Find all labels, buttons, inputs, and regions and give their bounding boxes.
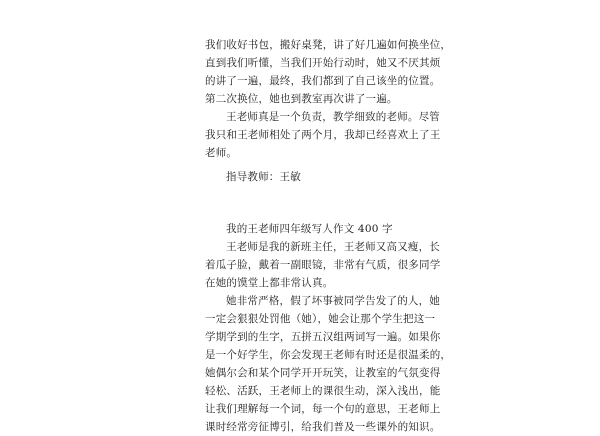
paragraph-responsible-teacher <box>205 108 441 162</box>
text-line: 在她的馍堂上都非常认真。 <box>205 277 334 289</box>
text-line: 她偶尔会和某个同学开开玩笑，让教室的气氛变得 <box>205 367 441 379</box>
text-line: 一定会狠狠处罚他（她），她会让那个学生把这一 <box>205 313 436 325</box>
article-title <box>205 220 405 238</box>
paragraph-seat-change <box>205 36 452 108</box>
text-line: 着瓜子脸，戴着一副眼镜，非常有气质，很多同学 <box>205 259 441 271</box>
instructor-name: 指导教师：王敏 <box>226 171 301 183</box>
text-line: 让我们理解每一个词，每一个句的意思，王老师上 <box>205 403 441 415</box>
paragraph-teacher-description <box>205 238 441 292</box>
instructor-credit <box>205 168 405 186</box>
text-line: 的讲了一遍，最终，我们都到了自己该坐的位置。 <box>205 75 441 87</box>
article-title-text: 我的王老师四年级写人作文 400 字 <box>226 223 393 235</box>
text-line: 老师。 <box>205 147 238 159</box>
text-line: 我们收好书包，搬好桌凳，讲了好几遍如何换坐位， <box>205 39 452 51</box>
text-line: 轻松、活跃，王老师上的课很生动，深入浅出，能 <box>205 385 441 397</box>
paragraph-teacher-strict <box>205 292 452 436</box>
text-line: 我只和王老师相处了两个月，我却已经喜欢上了王 <box>205 129 441 141</box>
text-line: 是一个好学生，你会发现王老师有时还是很温柔的， <box>205 349 452 361</box>
text-line: 课时经常旁征博引，给我们普及一些课外的知识。 <box>205 421 441 433</box>
text-line: 王老师是我的新班主任，王老师又高又瘦，长 <box>226 241 440 253</box>
text-line: 学期学到的生字，五拼五汉组两词写一遍。如果你 <box>205 331 441 343</box>
text-line: 她非常严格，假了坏事被同学告发了的人，她 <box>226 295 440 307</box>
text-line: 第二次换位，她也到教室再次讲了一遍。 <box>205 93 398 105</box>
text-line: 直到我们听懂，当我们开始行动时，她又不厌其烦 <box>205 57 441 69</box>
document-page <box>205 36 452 436</box>
text-line: 王老师真是一个负责，教学细致的老师。尽管 <box>226 111 440 123</box>
